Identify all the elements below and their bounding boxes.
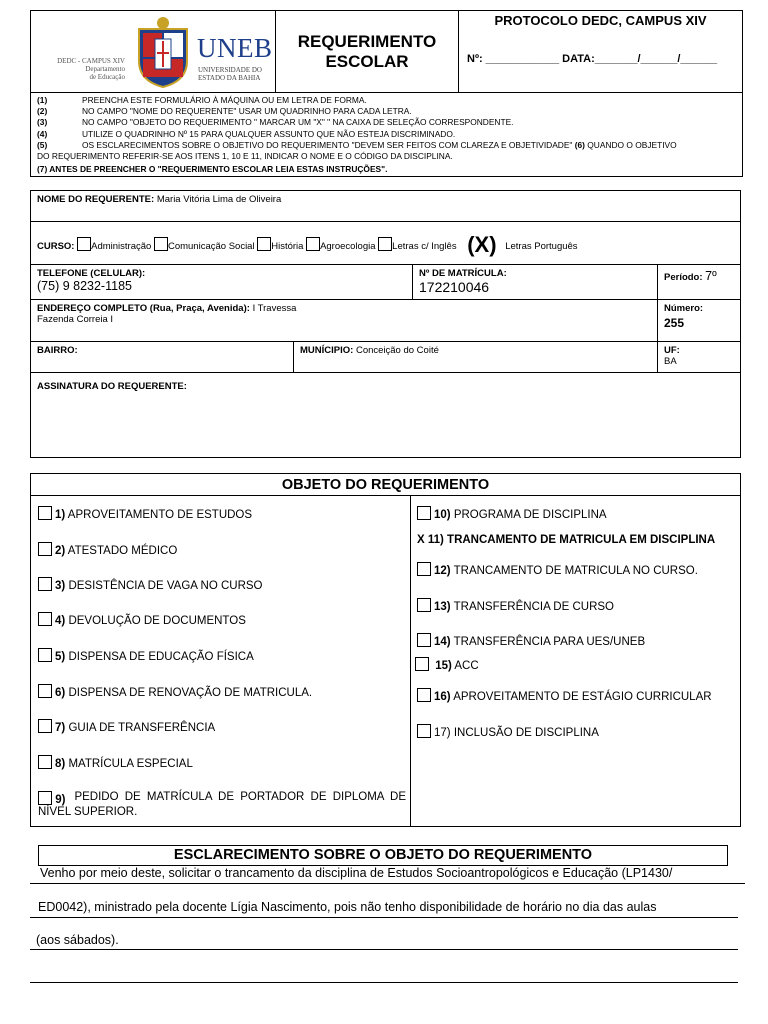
objeto-checkbox[interactable]: [38, 506, 52, 520]
objeto-checkbox[interactable]: [38, 719, 52, 733]
writing-line: [30, 949, 738, 950]
objeto-checkbox[interactable]: [417, 633, 431, 647]
objeto-option[interactable]: 15) ACC: [415, 657, 479, 672]
telefone-row: [31, 265, 740, 300]
instruction-item: DO REQUERIMENTO REFERIR-SE AOS ITENS 1, 10 E 11, INDICAR O NOME E O CÓDIGO DA DISCIPLINA.: [37, 151, 453, 162]
esclarecimento-line[interactable]: Venho por meio deste, solicitar o trancamento da disciplina de Estudos Socioantropológicos e Educação (LP1430/: [40, 866, 673, 880]
telefone-label: TELEFONE (CELULAR):: [37, 268, 146, 279]
nome-field[interactable]: Maria Vitória Lima de Oliveira: [156, 194, 282, 205]
objeto-checkbox[interactable]: [417, 562, 431, 576]
objeto-option[interactable]: 1) APROVEITAMENTO DE ESTUDOS: [38, 506, 252, 521]
objeto-checkbox[interactable]: [415, 657, 429, 671]
curso-selected-mark[interactable]: (X): [467, 232, 497, 257]
objeto-checkbox[interactable]: [417, 506, 431, 520]
numero-field[interactable]: 255: [664, 316, 685, 330]
instruction-item: (2) NO CAMPO "NOME DO REQUERENTE" USAR UM QUADRINHO PARA CADA LETRA.: [37, 106, 412, 117]
curso-option: Comunicação Social: [167, 241, 255, 252]
objeto-checkbox[interactable]: [417, 598, 431, 612]
objeto-option[interactable]: 2) ATESTADO MÉDICO: [38, 542, 177, 557]
instruction-item: (7) ANTES DE PREENCHER O "REQUERIMENTO ESCOLAR LEIA ESTAS INSTRUÇÕES".: [37, 164, 388, 175]
objeto-option[interactable]: 7) GUIA DE TRANSFERÊNCIA: [38, 719, 215, 734]
esclarecimento-line[interactable]: (aos sábados).: [36, 933, 119, 947]
instruction-item: (4) UTILIZE O QUADRINHO Nº 15 PARA QUALQUER ASSUNTO QUE NÃO ESTEJA DISCRIMINADO.: [37, 128, 456, 139]
endereco-label: ENDEREÇO COMPLETO (Rua, Praça, Avenida):: [37, 303, 250, 314]
periodo-label: Período:: [664, 272, 703, 283]
uneb-crest-icon: [135, 15, 191, 89]
objeto-option[interactable]: 5) DISPENSA DE EDUCAÇÃO FÍSICA: [38, 648, 254, 663]
protocol-cell: [459, 11, 742, 92]
objeto-checkbox[interactable]: [38, 577, 52, 591]
telefone-field[interactable]: (75) 9 8232-1185: [37, 279, 132, 293]
protocol-fields: Nº: ____________ DATA:_______/______/______: [467, 53, 718, 65]
assinatura-label: ASSINATURA DO REQUERENTE:: [37, 381, 187, 392]
form-title: REQUERIMENTO ESCOLAR: [276, 11, 459, 92]
writing-line: [30, 917, 738, 918]
curso-checkbox[interactable]: [378, 237, 392, 251]
curso-label: CURSO:: [37, 241, 75, 252]
instruction-item: (3) NO CAMPO "OBJETO DO REQUERIMENTO " MARCAR UM "X" " NA CAIXA DE SELEÇÃO CORRESPONDENTE.: [37, 117, 514, 128]
objeto-section: [30, 473, 741, 827]
curso-checkbox[interactable]: [257, 237, 271, 251]
endereco-field[interactable]: I Travessa: [252, 303, 297, 314]
writing-line: [30, 883, 745, 884]
objeto-checkbox[interactable]: [38, 648, 52, 662]
uneb-logo-text: UNEB: [197, 33, 273, 63]
requerente-section: [30, 190, 741, 458]
bairro-label: BAIRRO:: [37, 345, 78, 356]
objeto-option[interactable]: 17) INCLUSÃO DE DISCIPLINA: [417, 724, 599, 739]
curso-option: Agroecologia: [320, 241, 376, 252]
objeto-option[interactable]: 16) APROVEITAMENTO DE ESTÁGIO CURRICULAR: [417, 688, 712, 703]
logo-cell: [31, 11, 276, 92]
objeto-left-column: [31, 496, 411, 826]
objeto-option[interactable]: 13) TRANSFERÊNCIA DE CURSO: [417, 598, 614, 613]
curso-checkbox[interactable]: [306, 237, 320, 251]
objeto-checkbox[interactable]: [38, 684, 52, 698]
nome-row: [31, 191, 740, 222]
objeto-option[interactable]: 9) PEDIDO DE MATRÍCULA DE PORTADOR DE DIPLOMA DE NÍVEL SUPERIOR.: [38, 791, 406, 818]
uf-label: UF:: [664, 345, 680, 356]
objeto-option-selected[interactable]: X 11) TRANCAMENTO DE MATRICULA EM DISCIPLINA: [417, 534, 716, 546]
instruction-item: (5) OS ESCLARECIMENTOS SOBRE O OBJETIVO DO REQUERIMENTO "DEVEM SER FEITOS COM CLAREZA E OBJETIVIDADE" (6) QUANDO O OBJETIVO: [37, 139, 677, 150]
writing-line: [30, 982, 738, 983]
curso-option: História: [271, 241, 304, 252]
objeto-checkbox[interactable]: [417, 724, 431, 738]
objeto-checkbox[interactable]: [38, 612, 52, 626]
objeto-checkbox[interactable]: [417, 688, 431, 702]
periodo-field[interactable]: 7º: [705, 269, 717, 283]
uf-field[interactable]: BA: [664, 356, 677, 367]
objeto-option[interactable]: 12) TRANCAMENTO DE MATRICULA NO CURSO.: [417, 562, 698, 577]
objeto-right-column: [411, 496, 740, 826]
objeto-option[interactable]: 4) DEVOLUÇÃO DE DOCUMENTOS: [38, 612, 246, 627]
curso-checkbox[interactable]: [154, 237, 168, 251]
matricula-label: Nº DE MATRÍCULA:: [419, 268, 507, 279]
university-label: UNIVERSIDADE DO ESTADO DA BAHIA: [198, 66, 262, 82]
instructions-box: [30, 93, 743, 177]
objeto-option[interactable]: 14) TRANSFERÊNCIA PARA UES/UNEB: [417, 633, 645, 648]
curso-selected-label: Letras Português: [505, 241, 578, 252]
municipio-label: MUNÍCIPIO:: [300, 345, 354, 356]
objeto-checkbox[interactable]: [38, 791, 52, 805]
bairro-row: [31, 342, 740, 373]
objeto-checkbox[interactable]: [38, 755, 52, 769]
objeto-option[interactable]: 6) DISPENSA DE RENOVAÇÃO DE MATRICULA.: [38, 684, 312, 699]
curso-option: Letras c/ Inglês: [392, 241, 457, 252]
objeto-option[interactable]: 8) MATRÍCULA ESPECIAL: [38, 755, 193, 770]
protocol-title: PROTOCOLO DEDC, CAMPUS XIV: [494, 13, 707, 28]
numero-label: Número:: [664, 303, 704, 314]
nome-label: NOME DO REQUERENTE:: [37, 194, 155, 205]
endereco-field-line2[interactable]: Fazenda Correia I: [37, 314, 114, 325]
department-label: DEDC - CAMPUS XIV Departamento de Educação: [57, 57, 125, 81]
instruction-item: (1) PREENCHA ESTE FORMULÁRIO À MÁQUINA OU EM LETRA DE FORMA.: [37, 95, 367, 105]
curso-option: Administração: [91, 241, 152, 252]
esclarecimento-title: ESCLARECIMENTO SOBRE O OBJETO DO REQUERIMENTO: [38, 845, 728, 866]
matricula-field[interactable]: 172210046: [419, 279, 490, 295]
assinatura-box[interactable]: [31, 373, 740, 457]
objeto-option[interactable]: 10) PROGRAMA DE DISCIPLINA: [417, 506, 607, 521]
objeto-option[interactable]: 3) DESISTÊNCIA DE VAGA NO CURSO: [38, 577, 263, 592]
objeto-checkbox[interactable]: [38, 542, 52, 556]
form-header: [30, 10, 743, 93]
curso-row: [31, 222, 740, 265]
curso-checkbox[interactable]: [77, 237, 91, 251]
esclarecimento-line[interactable]: ED0042), ministrado pela docente Lígia Nascimento, pois não tenho disponibilidade de horário no dia das aulas: [38, 900, 657, 914]
objeto-title: OBJETO DO REQUERIMENTO: [31, 474, 740, 496]
municipio-field[interactable]: Conceição do Coité: [355, 345, 439, 356]
endereco-row: [31, 300, 740, 342]
